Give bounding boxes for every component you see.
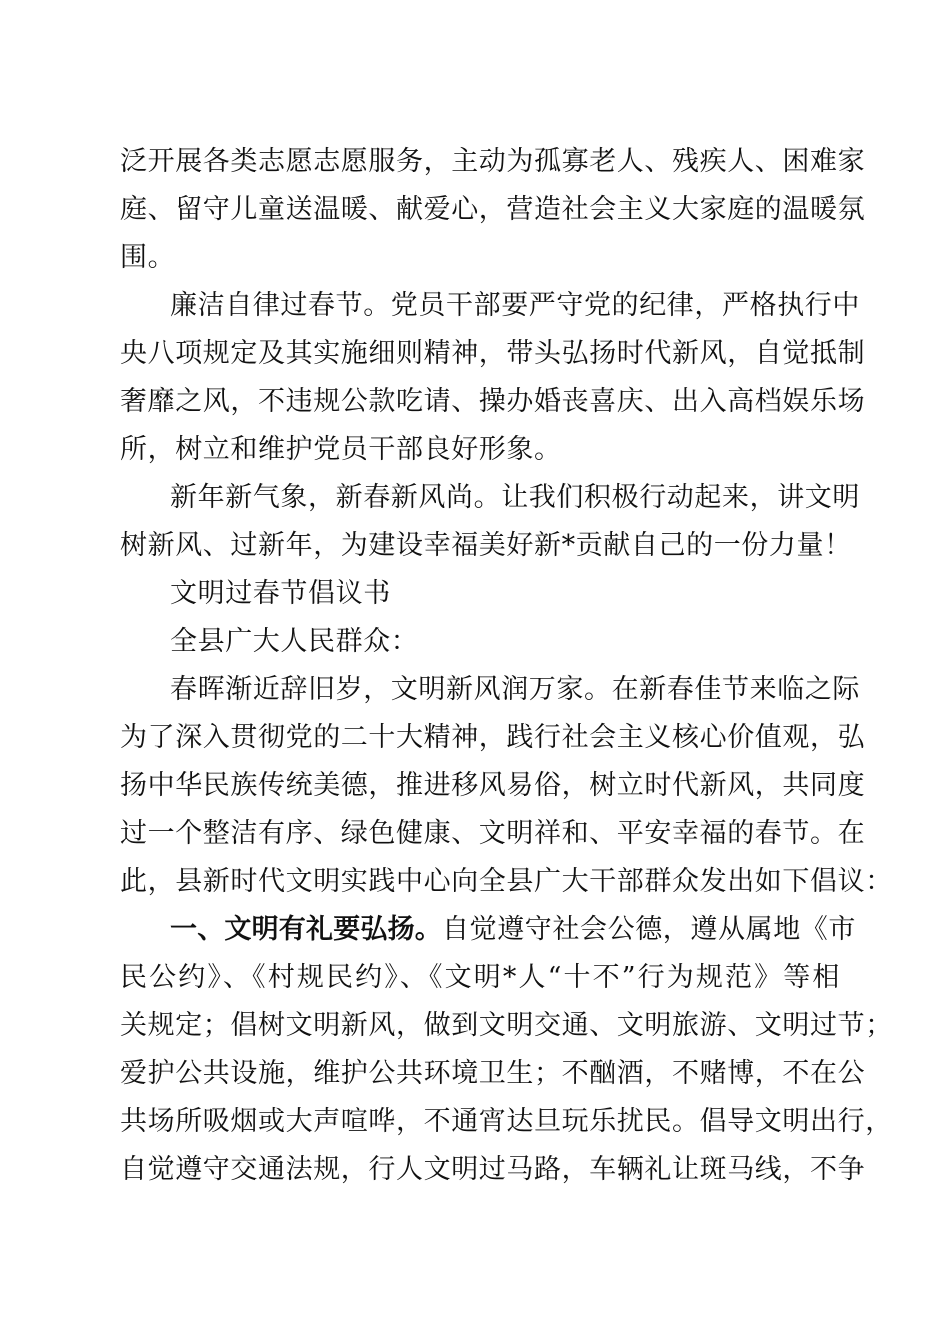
- text-line: 廉洁自律过春节。党员干部要严守党的纪律，严格执行中: [170, 290, 860, 321]
- text-line: [120, 208, 840, 240]
- text-line: 围。: [120, 242, 176, 273]
- text-line: 新年新气象，新春新风尚。让我们积极行动起来，讲文明: [170, 482, 860, 513]
- text-line: 春晖渐近辞旧岁，文明新风润万家。在新春佳节来临之际: [170, 674, 860, 705]
- text-line: 奢靡之风，不违规公款吃请、操办婚丧喜庆、出入高档娱乐场: [120, 386, 866, 417]
- section-heading: 一、文明有礼要弘扬。: [170, 914, 442, 945]
- text-line: 泛开展各类志愿志愿服务，主动为孤寡老人、残疾人、困难家: [120, 146, 866, 177]
- text-line: 自觉遵守交通法规，行人文明过马路，车辆礼让斑马线，不争: [120, 1154, 866, 1185]
- document-title: 文明过春节倡议书: [170, 578, 391, 609]
- text-line: 过一个整洁有序、绿色健康、文明祥和、平安幸福的春节。在: [120, 818, 866, 849]
- text-line: 为了深入贯彻党的二十大精神，践行社会主义核心价值观，弘: [120, 722, 866, 753]
- text-line: 爱护公共设施，维护公共环境卫生；不酗酒，不赌博，不在公: [120, 1058, 866, 1089]
- text-line: 所，树立和维护党员干部良好形象。: [120, 434, 562, 465]
- text-line: 关规定；倡树文明新风，做到文明交通、文明旅游、文明过节；: [120, 1010, 893, 1041]
- text-line: 树新风、过新年，为建设幸福美好新*贡献自己的一份力量！: [120, 530, 852, 561]
- text-line: 共场所吸烟或大声喧哗，不通宵达旦玩乐扰民。倡导文明出行，: [120, 1106, 893, 1137]
- text-line: 央八项规定及其实施细则精神，带头弘扬时代新风，自觉抵制: [120, 338, 866, 369]
- section-one-line: [170, 914, 856, 946]
- text-line: 扬中华民族传统美德，推进移风易俗，树立时代新风，共同度: [120, 770, 866, 801]
- text-line: 民公约》、《村规民约》、《文明*人“十不”行为规范》等相: [120, 962, 840, 993]
- salutation: 全县广大人民群众：: [170, 626, 419, 657]
- text-line: 庭、留守儿童送温暖、献爱心，营造社会主义大家庭的温暖氛: [120, 194, 866, 225]
- text-line: 此，县新时代文明实践中心向全县广大干部群众发出如下倡议：: [120, 866, 893, 897]
- section-text: 自觉遵守社会公德，遵从属地《市: [442, 914, 856, 945]
